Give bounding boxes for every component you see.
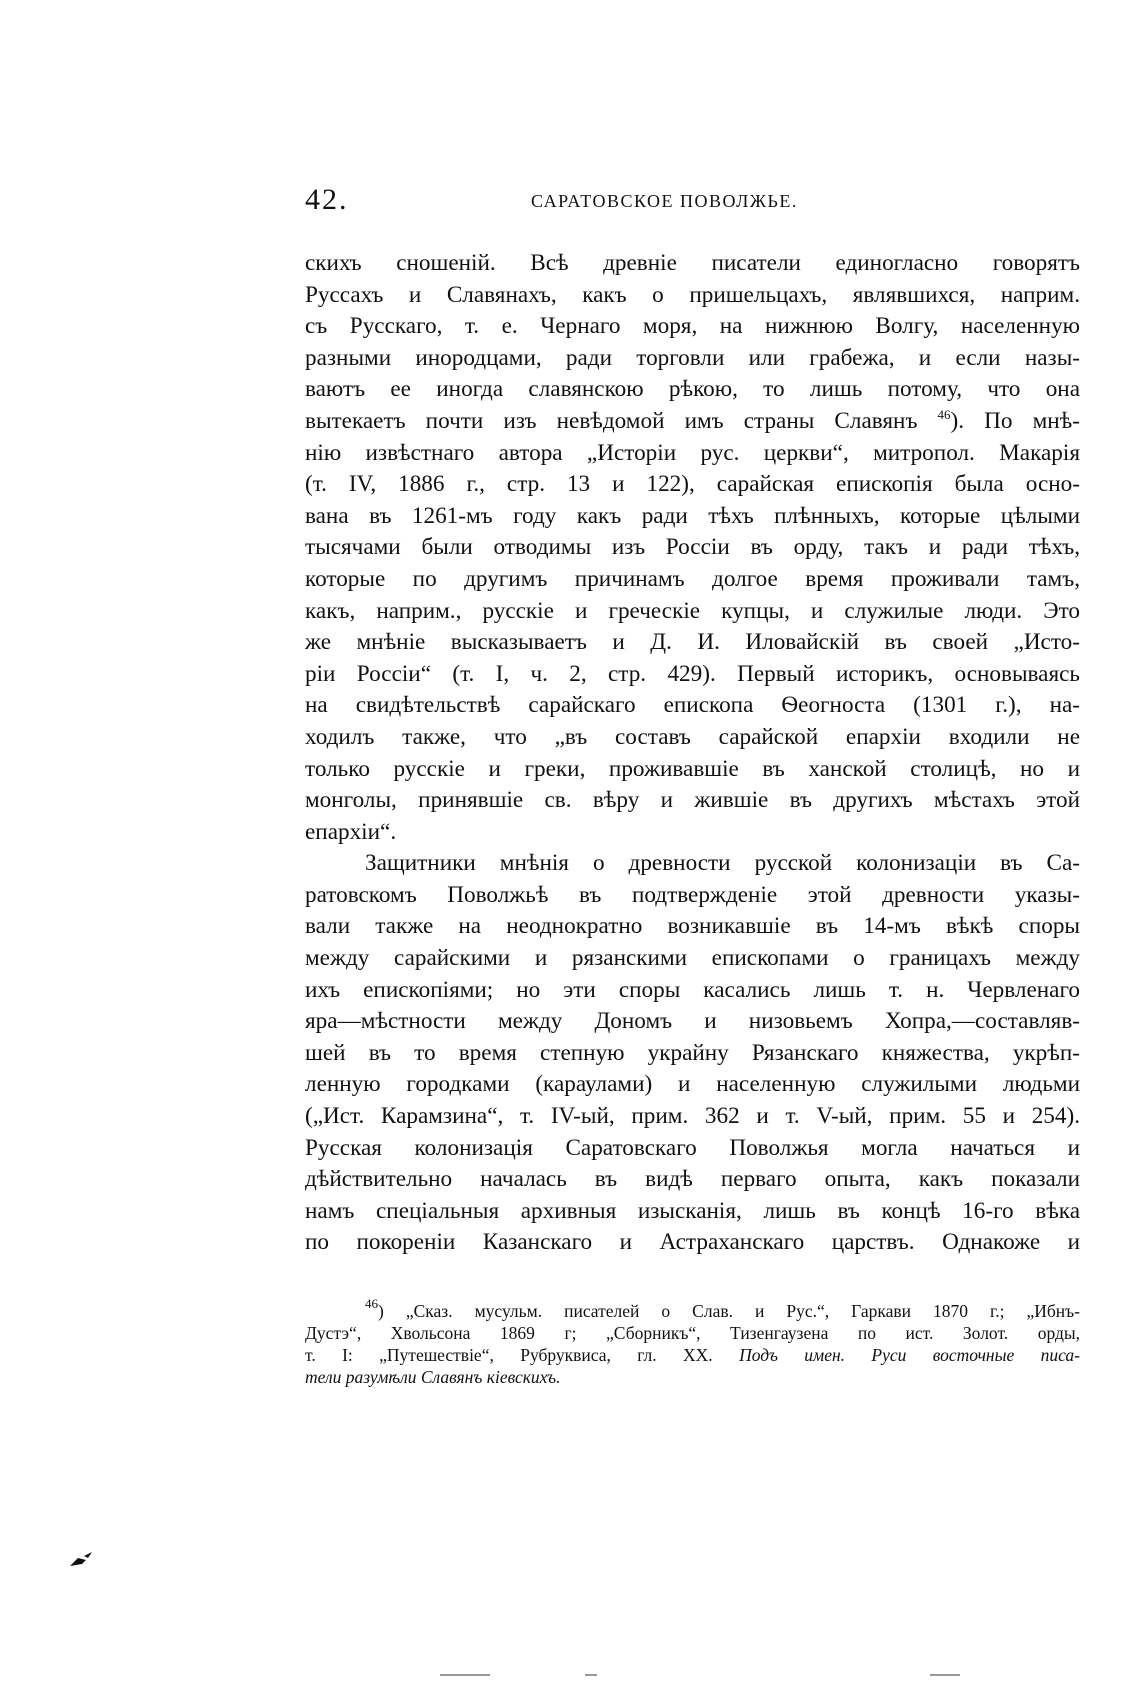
- footnote-italic-text: Подъ имен. Руси восточные писа-: [739, 1345, 1080, 1365]
- text-segment: ). По мнѣ-: [950, 407, 1080, 434]
- text-line: нію извѣстнаго автора „Исторіи рус. церкви“, митропол. Макарія: [305, 439, 1080, 466]
- text-line: намъ спеціальныя архивныя изысканія, лишь въ концѣ 16-го вѣка: [305, 1197, 1080, 1224]
- text-line: ленную городками (караулами) и населенную служилыми людьми: [305, 1071, 1080, 1098]
- text-line: шей въ то время степную украйну Рязанскаго княжества, укрѣп-: [305, 1039, 1080, 1066]
- footnote-text: ) „Сказ. мусульм. писателей о Слав. и Рус.“, Гаркави 1870 г.; „Ибнъ-: [378, 1301, 1080, 1321]
- footnote-marker: 46: [365, 1296, 378, 1311]
- text-line-with-footnote-ref: [305, 406, 1080, 438]
- text-line: Руссахъ и Славянахъ, какъ о пришельцахъ, являвшихся, наприм.: [305, 281, 1080, 308]
- ink-blot-mark: [68, 1550, 98, 1568]
- text-line: по покореніи Казанскаго и Астраханскаго царствъ. Однакоже и: [305, 1229, 1080, 1256]
- text-line: ратовскомъ Поволжьѣ въ подтвержденіе этой древности указы-: [305, 881, 1080, 908]
- footnote-line: [305, 1344, 1080, 1366]
- text-line: (т. IV, 1886 г., стр. 13 и 122), сарайская епископія была осно-: [305, 471, 1080, 498]
- text-line: ріи Россіи“ (т. I, ч. 2, стр. 429). Первый историкъ, основываясь: [305, 660, 1080, 687]
- running-title: САРАТОВСКОЕ ПОВОЛЖЬЕ.: [531, 191, 798, 211]
- footnote-reference: 46: [937, 406, 951, 422]
- text-line: вана въ 1261-мъ году какъ ради тѣхъ плѣнныхъ, которые цѣлыми: [305, 502, 1080, 529]
- scan-edge-mark: [585, 1674, 597, 1676]
- text-line: между сарайскими и рязанскими епископами о границахъ между: [305, 945, 1080, 972]
- text-line: ихъ епископіями; но эти споры касались лишь т. н. Червленаго: [305, 976, 1080, 1003]
- text-line: („Ист. Карамзина“, т. IV-ый, прим. 362 и т. V-ый, прим. 55 и 254).: [305, 1103, 1080, 1130]
- footnote-italic-line: тели разумѣли Славянъ кіевскихъ.: [305, 1367, 561, 1387]
- text-line: ваютъ ее иногда славянскою рѣкою, то лишь потому, что она: [305, 376, 1080, 403]
- scan-edge-mark: [440, 1674, 490, 1676]
- text-segment: вытекаетъ почти изъ невѣдомой имъ страны Славянъ: [305, 407, 918, 434]
- scan-edge-mark: [930, 1674, 960, 1676]
- footnote-line: Дустэ“, Хвольсона 1869 г; „Сборникъ“, Тизенгаузена по ист. Золот. орды,: [305, 1323, 1080, 1343]
- text-line: яра—мѣстности между Дономъ и низовьемъ Хопра,—составляв-: [305, 1008, 1080, 1035]
- text-line: на свидѣтельствѣ сарайскаго епископа Ѳеогноста (1301 г.), на-: [305, 692, 1080, 719]
- body-text: [305, 248, 1080, 1259]
- text-line: ходилъ также, что „въ составъ сарайской епархіи входили не: [305, 723, 1080, 750]
- footnote-text: т. I: „Путешествіе“, Рубруквиса, гл. XX.: [305, 1345, 713, 1365]
- text-line: же мнѣніе высказываетъ и Д. И. Иловайскій въ своей „Исто-: [305, 629, 1080, 656]
- footnote: [305, 1296, 1080, 1388]
- text-line: только русскіе и греки, проживавшіе въ ханской столицѣ, но и: [305, 755, 1080, 782]
- text-line: вали также на неоднократно возникавшіе въ 14-мъ вѣкѣ споры: [305, 913, 1080, 940]
- text-line: дѣйствительно началась въ видѣ перваго опыта, какъ показали: [305, 1166, 1080, 1193]
- text-line: разными инородцами, ради торговли или грабежа, и если назы-: [305, 344, 1080, 371]
- text-line: монголы, принявшіе св. вѣру и жившіе въ другихъ мѣстахъ этой: [305, 787, 1080, 814]
- page-number: 42.: [305, 183, 349, 216]
- text-line-paragraph-end: епархіи“.: [305, 818, 397, 845]
- text-line: Русская колонизація Саратовскаго Поволжья могла начаться и: [305, 1134, 1080, 1161]
- text-line: тысячами были отводимы изъ Россіи въ орду, такъ и ради тѣхъ,: [305, 534, 1080, 561]
- text-line: которые по другимъ причинамъ долгое время проживали тамъ,: [305, 565, 1080, 592]
- text-line: какъ, наприм., русскіе и греческіе купцы, и служилые люди. Это: [305, 597, 1080, 624]
- text-line: скихъ сношеній. Всѣ древніе писатели единогласно говорятъ: [305, 250, 1080, 276]
- page-header: [305, 183, 1080, 223]
- footnote-line: [305, 1296, 1080, 1322]
- text-line: съ Русскаго, т. е. Чернаго моря, на нижнюю Волгу, населенную: [305, 313, 1080, 340]
- text-line-paragraph-start: Защитники мнѣнія о древности русской колонизаціи въ Са-: [365, 850, 1080, 877]
